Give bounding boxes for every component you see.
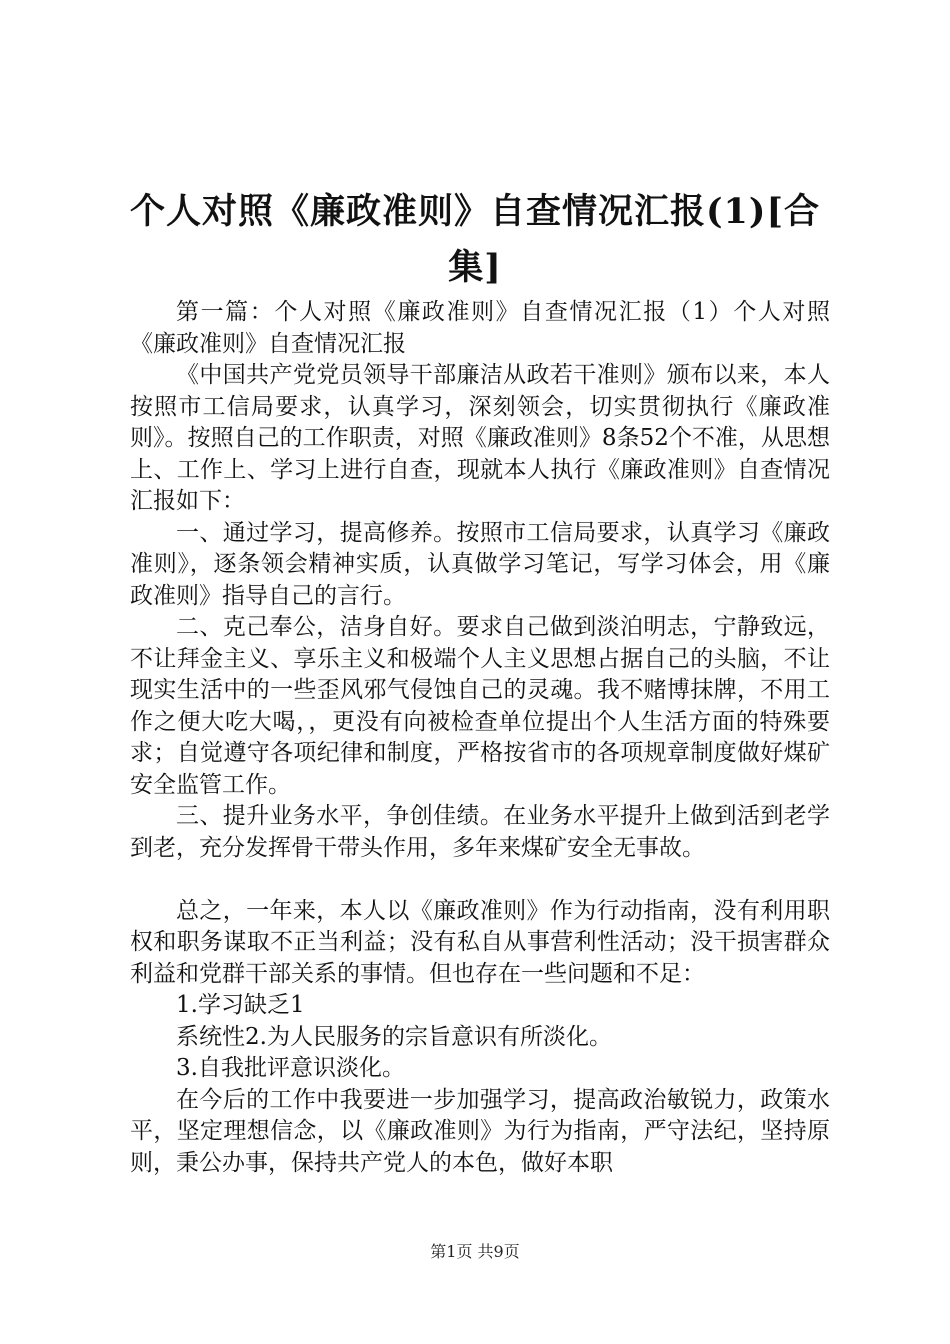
- document-body: [130, 297, 830, 1179]
- paragraph-point-two: 二、克己奉公，洁身自好。要求自己做到淡泊明志，宁静致远，不让拜金主义、享乐主义和极端个人主义思想占据自己的头脑，不让现实生活中的一些歪风邪气侵蚀自己的灵魂。我不赌博抹牌，不用工作之便大吃大喝，，更没有向被检查单位提出个人生活方面的特殊要求；自觉遵守各项纪律和制度，严格按省市的各项规章制度做好煤矿安全监管工作。: [130, 614, 830, 798]
- paragraph-point-one: 一、通过学习，提高修养。按照市工信局要求，认真学习《廉政准则》，逐条领会精神实质，认真做学习笔记，写学习体会，用《廉政准则》指导自己的言行。: [130, 519, 830, 609]
- list-item-2: 系统性2.为人民服务的宗旨意识有所淡化。: [176, 1023, 612, 1050]
- paragraph-section-heading: 第一篇：个人对照《廉政准则》自查情况汇报（1）个人对照《廉政准则》自查情况汇报: [130, 299, 830, 357]
- paragraph-point-three: 三、提升业务水平，争创佳绩。在业务水平提升上做到活到老学到老，充分发挥骨干带头作用，多年来煤矿安全无事故。: [130, 803, 830, 861]
- list-item-1: 1.学习缺乏1: [176, 992, 305, 1018]
- paragraph-future-work: 在今后的工作中我要进一步加强学习，提高政治敏锐力，政策水平，坚定理想信念，以《廉政准则》为行为指南，严守法纪，坚持原则，秉公办事，保持共产党人的本色，做好本职: [130, 1086, 830, 1176]
- paragraph-intro: 《中国共产党党员领导干部廉洁从政若干准则》颁布以来，本人按照市工信局要求，认真学习，深刻领会，切实贯彻执行《廉政准则》。按照自己的工作职责，对照《廉政准则》8条52个不准，从思想上、工作上、学习上进行自查，现就本人执行《廉政准则》自查情况汇报如下：: [130, 362, 830, 514]
- list-item-3: 3.自我批评意识淡化。: [176, 1055, 405, 1081]
- page-number-footer: 第1页 共9页: [430, 1242, 520, 1261]
- document-title: 个人对照《廉政准则》自查情况汇报(1)[合集]: [129, 191, 821, 288]
- paragraph-summary: 总之，一年来，本人以《廉政准则》作为行动指南，没有利用职权和职务谋取不正当利益；没有私自从事营利性活动；没干损害群众利益和党群干部关系的事情。但也存在一些问题和不足：: [130, 897, 830, 987]
